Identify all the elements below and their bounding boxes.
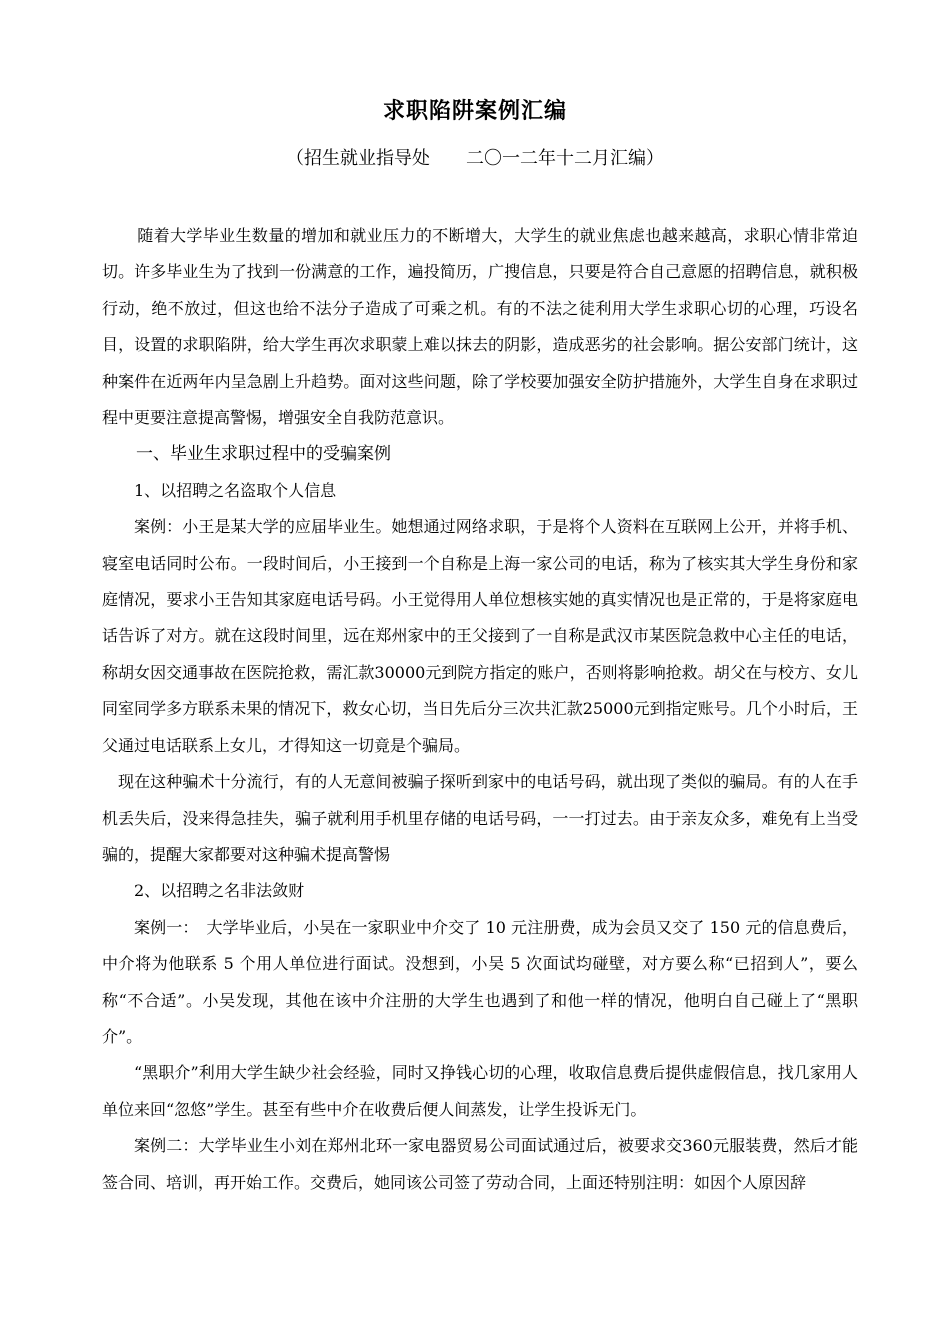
section-heading: 一、毕业生求职过程中的受骗案例 xyxy=(136,444,391,465)
document-title: 求职陷阱案例汇编 xyxy=(382,98,567,124)
document-subtitle: （招生就业指导处 二〇一二年十二月汇编） xyxy=(286,148,664,169)
case-paragraph-1: 案例：小王是某大学的应届毕业生。她想通过网络求职，于是将个人资料在互联网上公开，并将手机、寝室电话同时公布。一段时间后，小王接到一个自称是上海一家公司的电话，称为了核实其大学生身份和家庭情况，要求小王告知其家庭电话号码。小王觉得用人单位想核实她的真实情况也是正常的，于是将家庭电话告诉了对方。就在这段时间里，远在郑州家中的王父接到了一自称是武汉市某医院急救中心主任的电话，称胡女因交通事故在医院抢救，需汇款30000元到院方指定的账户，否则将影响抢救。胡父在与校方、女儿同室同学多方联系未果的情况下，救女心切，当日先后分三次共汇款25000元到指定账号。几个小时后，王父通过电话联系上女儿，才得知这一切竟是个骗局。 xyxy=(102,517,858,755)
subsection-heading-1: 1、以招聘之名盗取个人信息 xyxy=(134,480,337,500)
case-paragraph-3: 案例二：大学毕业生小刘在郑州北环一家电器贸易公司面试通过后，被要求交360元服装费，然后才能签合同、培训，再开始工作。交费后，她同该公司签了劳动合同，上面还特别注明：如因个人原因辞 xyxy=(102,1136,858,1192)
comment-paragraph: “黑职介”利用大学生缺少社会经验，同时又挣钱心切的心理，收取信息费后提供虚假信息，找几家用人单位来回“忽悠”学生。甚至有些中介在收费后便人间蒸发，让学生投诉无门。 xyxy=(102,1063,858,1119)
subsection-heading-2: 2、以招聘之名非法敛财 xyxy=(134,881,305,901)
intro-paragraph: 随着大学毕业生数量的增加和就业压力的不断增大，大学生的就业焦虑也越来越高，求职心情非常迫切。许多毕业生为了找到一份满意的工作，遍投简历，广搜信息，只要是符合自己意愿的招聘信息，就积极行动，绝不放过，但这也给不法分子造成了可乘之机。有的不法之徒利用大学生求职心切的心理，巧设名目，设置的求职陷阱，给大学生再次求职蒙上难以抹去的阴影，造成恶劣的社会影响。据公安部门统计，这种案件在近两年内呈急剧上升趋势。面对这些问题，除了学校要加强安全防护措施外，大学生自身在求职过程中更要注意提高警惕，增强安全自我防范意识。 xyxy=(102,226,858,428)
note-paragraph: 现在这种骗术十分流行，有的人无意间被骗子探听到家中的电话号码，就出现了类似的骗局。有的人在手机丢失后，没来得急挂失，骗子就利用手机里存储的电话号码，一一打过去。由于亲友众多，难免有上当受骗的，提醒大家都要对这种骗术提高警惕 xyxy=(102,772,858,864)
document-body xyxy=(102,218,858,1201)
case-paragraph-2: 案例一： 大学毕业后，小吴在一家职业中介交了 10 元注册费，成为会员又交了 150 元的信息费后，中介将为他联系 5 个用人单位进行面试。没想到，小吴 5 次面试均碰壁，对方要么称“已招到人”，要么称“不合适”。小吴发现，其他在该中介注册的大学生也遇到了和他一样的情况，他明白自己碰上了“黑职介”。 xyxy=(102,917,858,1046)
